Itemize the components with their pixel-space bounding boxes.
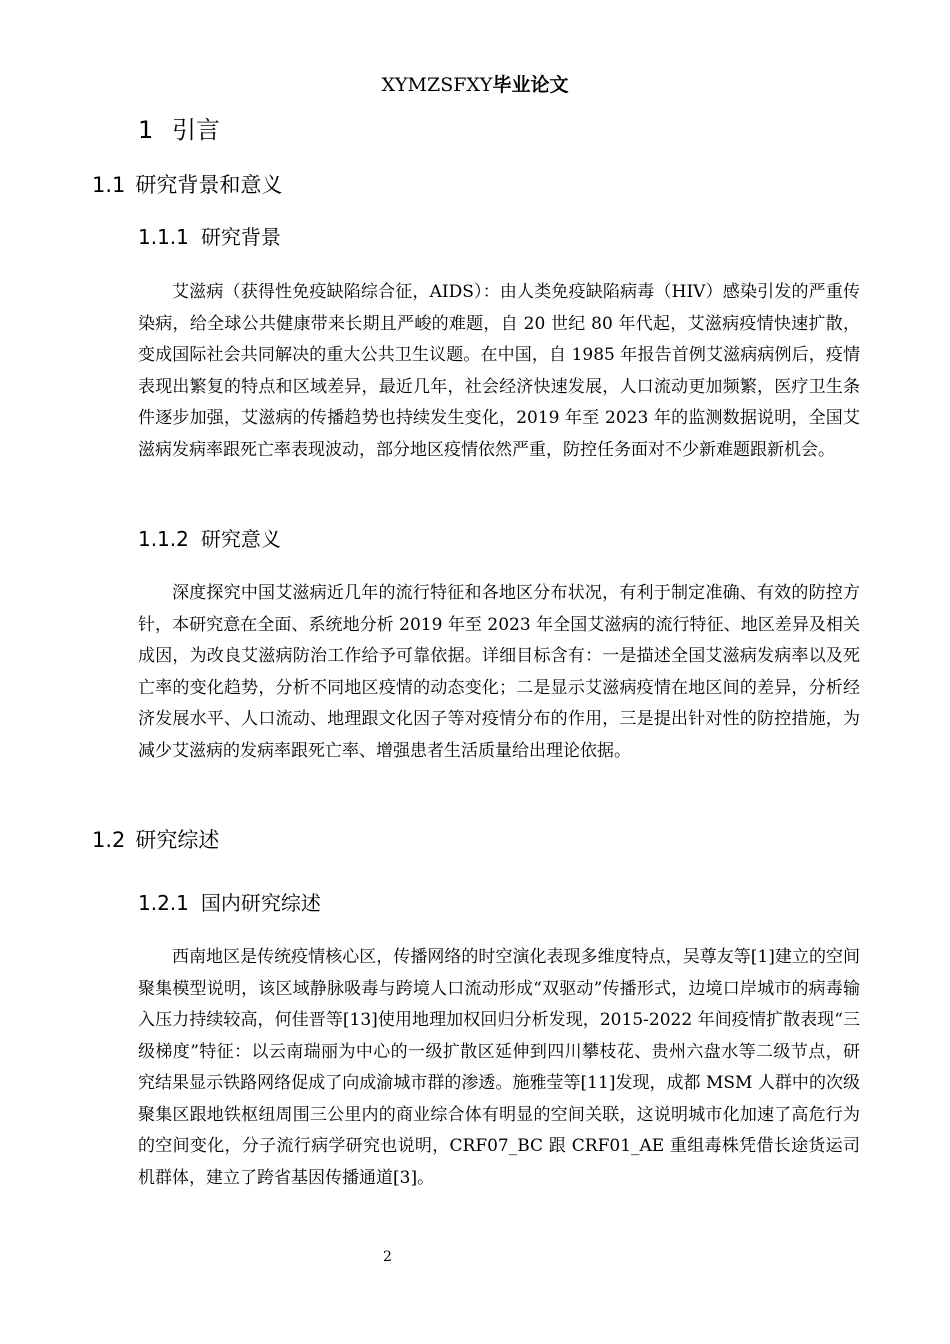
paragraph-domestic-review: 西南地区是传统疫情核心区，传播网络的时空演化表现多维度特点，吴尊友等[1]建立的空间聚集模型说明，该区域静脉吸毒与跨境人口流动形成“双驱动”传播形式，边境口岸城市的病毒输入压力持续较高，何佳晋等[13]使用地理加权回归分析发现，2015-2022 年间疫情扩散表现“三级梯度”特征：以云南瑞丽为中心的一级扩散区延伸到四川攀枝花、贵州六盘水等二级节点，研究结果显示铁路网络促成了向成渝城市群的渗透。施雅莹等[11]发现，成都 MSM 人群中的次级聚集区跟地铁枢纽周围三公里内的商业综合体有明显的空间关联，这说明城市化加速了高危行为的空间变化，分子流行病学研究也说明，CRF07_BC 跟 CRF01_AE 重组毒株凭借长途货运司机群体，建立了跨省基因传播通道[3]。 (138, 947, 860, 1188)
header-suffix: 毕业论文 (492, 74, 569, 96)
section-heading-1-2 (92, 825, 219, 855)
subsection-heading-1-2-1 (138, 889, 321, 917)
paragraph-significance: 深度探究中国艾滋病近几年的流行特征和各地区分布状况，有利于制定准确、有效的防控方针，本研究意在全面、系统地分析 2019 年至 2023 年全国艾滋病的流行特征、地区差异及相关成因，为改良艾滋病防治工作给予可靠依据。详细目标含有：一是描述全国艾滋病发病率以及死亡率的变化趋势，分析不同地区疫情的动态变化；二是显示艾滋病疫情在地区间的差异，分析经济发展水平、人口流动、地理跟文化因子等对疫情分布的作用，三是提出针对性的防控措施，为减少艾滋病的发病率跟死亡率、增强患者生活质量给出理论依据。 (138, 583, 860, 761)
subsection-title: 研究背景 (200, 225, 281, 249)
chapter-heading (138, 114, 220, 146)
subsection-number: 1.1.2 (138, 527, 189, 551)
subsection-heading-1-1-1 (138, 223, 281, 251)
subsection-number: 1.2.1 (138, 891, 189, 915)
subsection-title: 研究意义 (200, 527, 281, 551)
subsection-title: 国内研究综述 (200, 891, 321, 915)
page-number: 2 (383, 1249, 392, 1265)
subsection-heading-1-1-2 (138, 525, 281, 553)
section-title: 研究背景和意义 (135, 173, 283, 197)
chapter-number: 1 (138, 116, 154, 144)
running-header (0, 72, 950, 98)
subsection-number: 1.1.1 (138, 225, 189, 249)
section-number: 1.2 (92, 828, 126, 852)
section-title: 研究综述 (135, 828, 220, 852)
chapter-title: 引言 (172, 116, 220, 144)
header-prefix: XYMZSFXY (381, 74, 493, 96)
section-number: 1.1 (92, 173, 126, 197)
section-heading-1-1 (92, 170, 282, 200)
paragraph-background: 艾滋病（获得性免疫缺陷综合征，AIDS）：由人类免疫缺陷病毒（HIV）感染引发的严重传染病，给全球公共健康带来长期且严峻的难题，自 20 世纪 80 年代起，艾滋病疫情快速扩散，变成国际社会共同解决的重大公共卫生议题。在中国，自 1985 年报告首例艾滋病病例后，疫情表现出繁复的特点和区域差异，最近几年，社会经济快速发展，人口流动更加频繁，医疗卫生条件逐步加强，艾滋病的传播趋势也持续发生变化，2019 年至 2023 年的监测数据说明，全国艾滋病发病率跟死亡率表现波动，部分地区疫情依然严重，防控任务面对不少新难题跟新机会。 (138, 282, 860, 460)
